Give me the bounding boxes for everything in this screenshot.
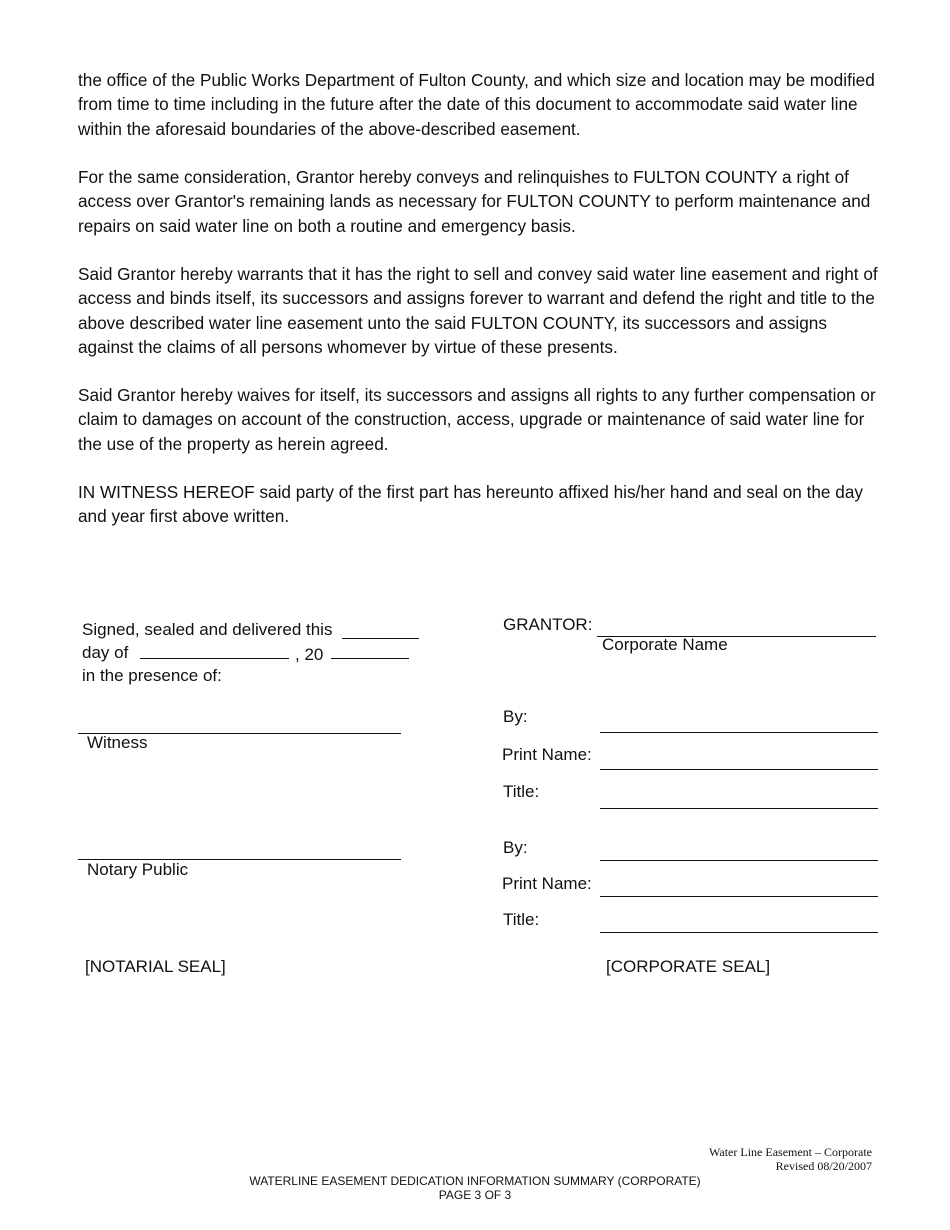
by-line-1[interactable] bbox=[600, 732, 878, 733]
by-line-2[interactable] bbox=[600, 860, 878, 861]
corporate-seal-label: [CORPORATE SEAL] bbox=[606, 957, 771, 976]
signed-sealed-label: Signed, sealed and delivered this bbox=[82, 620, 333, 639]
paragraph-warranty: Said Grantor hereby warrants that it has the right to sell and convey said water line easement and right of access and binds itself, its successors and assigns forever to warrant and defend the right and title to the above described water line easement unto the said FULTON COUNTY, its successors and assigns against the claims of all persons whomever by virtue of these presents. bbox=[78, 264, 878, 358]
print-name-label-2: Print Name: bbox=[502, 874, 592, 893]
notarial-seal-label: [NOTARIAL SEAL] bbox=[85, 957, 226, 976]
month-line[interactable] bbox=[140, 658, 289, 659]
corporate-name-label: Corporate Name bbox=[602, 635, 728, 654]
witness-label: Witness bbox=[87, 733, 148, 752]
paragraph-waiver: Said Grantor hereby waives for itself, its successors and assigns all rights to any further compensation or claim to damages on account of the construction, access, upgrade or maintenance of said water line for the use of the property as herein agreed. bbox=[78, 385, 876, 454]
print-name-line-1[interactable] bbox=[600, 769, 878, 770]
year-line[interactable] bbox=[331, 658, 409, 659]
title-label-2: Title: bbox=[503, 910, 540, 929]
summary-title: WATERLINE EASEMENT DEDICATION INFORMATION SUMMARY (CORPORATE) bbox=[249, 1174, 701, 1188]
year-prefix: , 20 bbox=[295, 645, 324, 664]
by-label-2: By: bbox=[503, 838, 528, 857]
notary-public-label: Notary Public bbox=[87, 860, 189, 879]
title-line-1[interactable] bbox=[600, 808, 878, 809]
paragraph-witness-hereof: IN WITNESS HEREOF said party of the first part has hereunto affixed his/her hand and seal on the day and year first above written. bbox=[78, 482, 863, 527]
signed-day-line[interactable] bbox=[342, 638, 419, 639]
by-label-1: By: bbox=[503, 707, 528, 726]
form-name: Water Line Easement – Corporate bbox=[709, 1145, 872, 1159]
revised-date: Revised 08/20/2007 bbox=[775, 1159, 872, 1173]
title-label-1: Title: bbox=[503, 782, 540, 801]
paragraph-right-of-access: For the same consideration, Grantor hereby conveys and relinquishes to FULTON COUNTY a right of access over Grantor's remaining lands as necessary for FULTON COUNTY to perform maintenance and repairs on said water line on both a routine and emergency basis. bbox=[78, 167, 871, 236]
presence-label: in the presence of: bbox=[82, 666, 222, 685]
paragraph-easement-modification: the office of the Public Works Department of Fulton County, and which size and location may be modified from time to time including in the future after the date of this document to accommodate said water line within the aforesaid boundaries of the above-described easement. bbox=[78, 70, 875, 139]
page-number: PAGE 3 OF 3 bbox=[438, 1188, 512, 1202]
title-line-2[interactable] bbox=[600, 932, 878, 933]
print-name-line-2[interactable] bbox=[600, 896, 878, 897]
print-name-label-1: Print Name: bbox=[502, 745, 592, 764]
grantor-label: GRANTOR: bbox=[503, 615, 593, 634]
day-of-label: day of bbox=[82, 643, 129, 662]
